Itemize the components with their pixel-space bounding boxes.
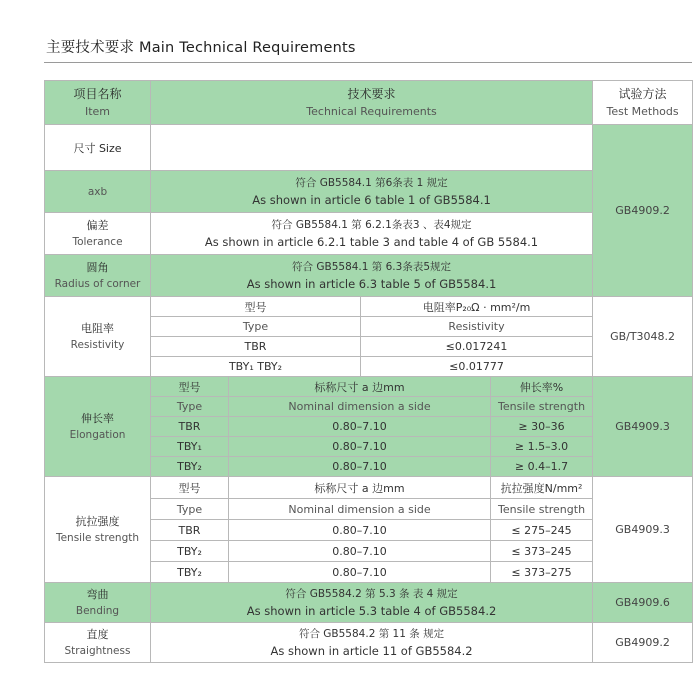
elongation-row-1-type: TBR: [151, 417, 229, 437]
tensile-row-3-type: TBY₂: [151, 562, 229, 583]
elongation-col-dim-cn: 标称尺寸 a 边mm: [229, 377, 491, 397]
tolerance-label-cn: 偏差: [86, 218, 109, 232]
tolerance-label-en: Tolerance: [72, 235, 123, 248]
resistivity-label-en: Resistivity: [70, 338, 125, 351]
tensile-col-type-cn: 型号: [151, 477, 229, 499]
header-req-cn: 技术要求: [347, 86, 396, 101]
axb-req-en: As shown in article 6 table 1 of GB5584.1: [252, 192, 491, 207]
tensile-col-value-en: Tensile strength: [491, 499, 593, 520]
resistivity-col-type-cn: 型号: [151, 297, 361, 317]
elongation-label-cell: [45, 377, 151, 477]
bending-method-cell: [593, 583, 693, 623]
elongation-col-dim-en: Nominal dimension a side: [229, 397, 491, 417]
header-method-cn: 试验方法: [618, 86, 667, 101]
tensile-label-en: Tensile strength: [55, 531, 140, 544]
tolerance-requirement-cell: [151, 213, 593, 255]
straightness-label-en: Straightness: [64, 644, 131, 657]
tensile-col-dim-en: Nominal dimension a side: [229, 499, 491, 520]
elongation-method-cell: [593, 377, 693, 477]
header-requirements-cell: [151, 81, 593, 125]
elongation-col-value-cn: 伸长率%: [491, 377, 593, 397]
elongation-row-1-dim: 0.80–7.10: [229, 417, 491, 437]
header-method-cell: [593, 81, 693, 125]
tensile-row-1-value: ≤ 275–245: [491, 520, 593, 541]
bending-method: GB4909.6: [615, 596, 670, 609]
resistivity-method-cell: [593, 297, 693, 377]
size-label-cell: [45, 125, 151, 171]
tensile-row-2-type: TBY₂: [151, 541, 229, 562]
bending-label-cell: [45, 583, 151, 623]
resistivity-label-cn: 电阻率: [81, 321, 114, 335]
elongation-label-en: Elongation: [69, 428, 126, 441]
resistivity-row-1-type: TBR: [151, 337, 361, 357]
tensile-header-row-cn: [45, 477, 693, 499]
elongation-label-cn: 伸长率: [81, 411, 114, 425]
header-item-en: Item: [84, 104, 111, 118]
tensile-col-value-cn: 抗拉强度N/mm²: [491, 477, 593, 499]
elongation-row-2-value: ≥ 1.5–3.0: [491, 437, 593, 457]
elongation-row-3-type: TBY₂: [151, 457, 229, 477]
title-divider: [44, 62, 692, 63]
radius-label-cell: [45, 255, 151, 297]
tensile-label-cn: 抗拉强度: [75, 514, 120, 528]
resistivity-col-value-cn: 电阻率P₂₀Ω · mm²/m: [361, 297, 593, 317]
straightness-req-en: As shown in article 11 of GB5584.2: [270, 643, 473, 658]
size-method: GB4909.2: [615, 204, 670, 217]
resistivity-row-2-value: ≤0.01777: [361, 357, 593, 377]
size-empty-cell: [151, 125, 593, 171]
tensile-col-type-en: Type: [151, 499, 229, 520]
size-row: [45, 125, 693, 171]
header-item-cn: 项目名称: [73, 86, 122, 101]
straightness-requirement-cell: [151, 623, 593, 663]
elongation-row-2-dim: 0.80–7.10: [229, 437, 491, 457]
tensile-row-3-value: ≤ 373–275: [491, 562, 593, 583]
tensile-row-3-dim: 0.80–7.10: [229, 562, 491, 583]
tensile-row-1-dim: 0.80–7.10: [229, 520, 491, 541]
straightness-label-cell: [45, 623, 151, 663]
header-req-en: Technical Requirements: [306, 104, 437, 118]
radius-req-en: As shown in article 6.3 table 5 of GB5584.1: [246, 276, 497, 291]
resistivity-header-row-cn: [45, 297, 693, 317]
technical-requirements-table: [44, 80, 693, 663]
tolerance-req-en: As shown in article 6.2.1 table 3 and table 4 of GB 5584.1: [204, 234, 539, 249]
tensile-col-dim-cn: 标称尺寸 a 边mm: [229, 477, 491, 499]
bending-req-cn: 符合 GB5584.2 第 5.3 条 表 4 规定: [285, 587, 458, 600]
elongation-row-3-dim: 0.80–7.10: [229, 457, 491, 477]
bending-label-cn: 弯曲: [86, 587, 109, 601]
bending-req-en: As shown in article 5.3 table 4 of GB5584.2: [246, 603, 497, 618]
axb-label: axb: [87, 186, 108, 198]
axb-requirement-cell: [151, 171, 593, 213]
size-method-cell: [593, 125, 693, 297]
elongation-row-3-value: ≥ 0.4–1.7: [491, 457, 593, 477]
axb-label-cell: [45, 171, 151, 213]
elongation-row-1-value: ≥ 30–36: [491, 417, 593, 437]
size-label: 尺寸 Size: [73, 141, 122, 155]
elongation-row-2-type: TBY₁: [151, 437, 229, 457]
tensile-method: GB4909.3: [615, 523, 670, 536]
tolerance-req-cn: 符合 GB5584.1 第 6.2.1条表3 、表4规定: [271, 218, 472, 231]
radius-label-en: Radius of corner: [54, 277, 141, 290]
tensile-row-2-value: ≤ 373–245: [491, 541, 593, 562]
elongation-header-row-cn: [45, 377, 693, 397]
tolerance-label-cell: [45, 213, 151, 255]
straightness-req-cn: 符合 GB5584.2 第 11 条 规定: [298, 627, 445, 640]
bending-requirement-cell: [151, 583, 593, 623]
header-method-en: Test Methods: [606, 104, 679, 118]
radius-requirement-cell: [151, 255, 593, 297]
radius-req-cn: 符合 GB5584.1 第 6.3条表5规定: [292, 260, 452, 273]
straightness-method: GB4909.2: [615, 636, 670, 649]
elongation-method: GB4909.3: [615, 420, 670, 433]
resistivity-row-1-value: ≤0.017241: [361, 337, 593, 357]
page-title: 主要技术要求 Main Technical Requirements: [46, 40, 356, 56]
elongation-col-type-en: Type: [151, 397, 229, 417]
straightness-label-cn: 直度: [86, 627, 109, 641]
elongation-col-type-cn: 型号: [151, 377, 229, 397]
tensile-method-cell: [593, 477, 693, 583]
bending-label-en: Bending: [75, 604, 120, 617]
resistivity-row-2-type: TBY₁ TBY₂: [151, 357, 361, 377]
axb-req-cn: 符合 GB5584.1 第6条表 1 规定: [295, 176, 448, 189]
bending-row: [45, 583, 693, 623]
resistivity-method: GB/T3048.2: [610, 330, 676, 343]
tensile-row-2-dim: 0.80–7.10: [229, 541, 491, 562]
resistivity-col-value-en: Resistivity: [361, 317, 593, 337]
header-item-cell: [45, 81, 151, 125]
tensile-row-1-type: TBR: [151, 520, 229, 541]
radius-label-cn: 圆角: [86, 260, 109, 274]
resistivity-col-type-en: Type: [151, 317, 361, 337]
elongation-col-value-en: Tensile strength: [491, 397, 593, 417]
resistivity-label-cell: [45, 297, 151, 377]
header-row: [45, 81, 693, 125]
straightness-method-cell: [593, 623, 693, 663]
tensile-label-cell: [45, 477, 151, 583]
straightness-row: [45, 623, 693, 663]
